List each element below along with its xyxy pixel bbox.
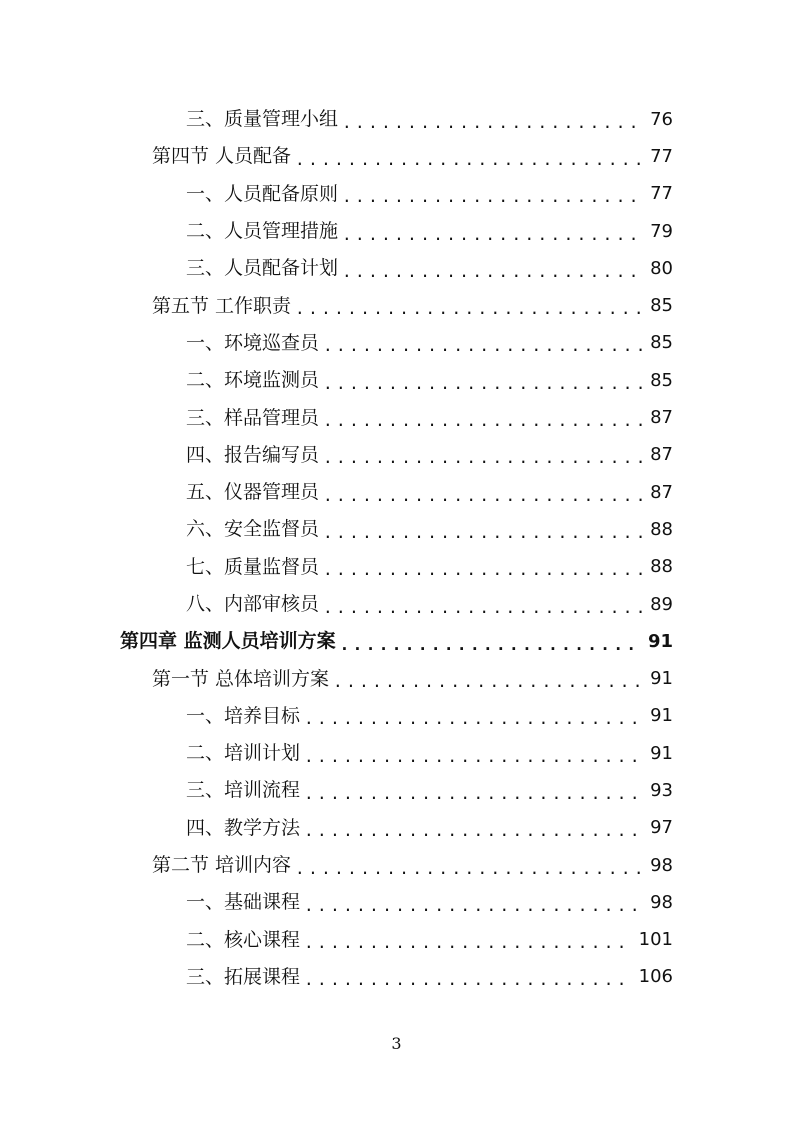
toc-entry-title: 三、培训流程 — [186, 779, 301, 802]
toc-entry-title: 四、教学方法 — [186, 816, 301, 839]
toc-entry-title: 第二节 培训内容 — [152, 854, 292, 877]
toc-entry[interactable] — [0, 437, 793, 474]
toc-dot-leader — [340, 637, 642, 653]
toc-entry-page: 91 — [650, 705, 673, 727]
toc-entry-title: 五、仪器管理员 — [186, 481, 320, 504]
toc-entry[interactable] — [0, 511, 793, 548]
toc-dot-leader — [323, 450, 644, 466]
toc-dot-leader — [323, 488, 644, 504]
toc-entry[interactable] — [0, 884, 793, 921]
toc-entry-title: 七、质量监督员 — [186, 555, 320, 578]
toc-entry-page: 88 — [650, 556, 673, 578]
toc-entry[interactable] — [0, 399, 793, 436]
toc-dot-leader — [295, 301, 644, 317]
toc-entry[interactable] — [0, 623, 793, 660]
toc-entry-title: 三、样品管理员 — [186, 406, 320, 429]
toc-entry[interactable] — [0, 698, 793, 735]
toc-dot-leader — [295, 861, 644, 877]
toc-dot-leader — [304, 749, 644, 765]
toc-entry-page: 77 — [650, 145, 673, 167]
toc-dot-leader — [304, 823, 644, 839]
toc-dot-leader — [323, 413, 644, 429]
toc-entry-page: 91 — [650, 742, 673, 764]
toc-entry-title: 第四章 监测人员培训方案 — [120, 630, 336, 653]
toc-entry-page: 97 — [650, 817, 673, 839]
toc-entry-page: 79 — [650, 220, 673, 242]
toc-entry-title: 三、人员配备计划 — [186, 257, 339, 280]
toc-entry-title: 三、拓展课程 — [186, 965, 301, 988]
toc-dot-leader — [323, 376, 644, 392]
toc-entry[interactable] — [0, 959, 793, 996]
page-number: 3 — [391, 1034, 402, 1053]
toc-dot-leader — [342, 115, 644, 131]
toc-entry[interactable] — [0, 660, 793, 697]
toc-entry[interactable] — [0, 287, 793, 324]
toc-entry-page: 80 — [650, 257, 673, 279]
toc-entry-page: 93 — [650, 779, 673, 801]
toc-entry-page: 76 — [650, 108, 673, 130]
toc-entry-title: 一、人员配备原则 — [186, 182, 339, 205]
toc-dot-leader — [333, 674, 644, 690]
toc-entry-title: 二、核心课程 — [186, 928, 301, 951]
toc-dot-leader — [323, 525, 644, 541]
toc-entry-page: 101 — [638, 929, 673, 951]
toc-entry-title: 第一节 总体培训方案 — [152, 667, 330, 690]
toc-entry[interactable] — [0, 847, 793, 884]
toc-dot-leader — [304, 935, 633, 951]
toc-entry[interactable] — [0, 549, 793, 586]
toc-entry[interactable] — [0, 922, 793, 959]
toc-entry-page: 77 — [650, 183, 673, 205]
toc-dot-leader — [342, 227, 644, 243]
toc-dot-leader — [342, 189, 644, 205]
toc-entry-page: 88 — [650, 518, 673, 540]
toc-entry-page: 85 — [650, 295, 673, 317]
toc-entry-title: 二、环境监测员 — [186, 369, 320, 392]
toc-entry[interactable] — [0, 213, 793, 250]
toc-dot-leader — [304, 786, 644, 802]
toc-entry-title: 一、基础课程 — [186, 891, 301, 914]
toc-entry[interactable] — [0, 250, 793, 287]
toc-entry-page: 91 — [650, 668, 673, 690]
toc-dot-leader — [295, 152, 644, 168]
toc-entry[interactable] — [0, 735, 793, 772]
toc-entry-title: 四、报告编写员 — [186, 443, 320, 466]
toc-entry-title: 第五节 工作职责 — [152, 294, 292, 317]
table-of-contents — [0, 101, 793, 996]
toc-entry[interactable] — [0, 810, 793, 847]
toc-entry-page: 85 — [650, 332, 673, 354]
toc-entry-title: 一、环境巡查员 — [186, 331, 320, 354]
toc-entry-page: 98 — [650, 891, 673, 913]
toc-dot-leader — [323, 338, 644, 354]
toc-entry-page: 87 — [650, 481, 673, 503]
toc-entry[interactable] — [0, 176, 793, 213]
toc-entry-title: 第四节 人员配备 — [152, 145, 292, 168]
toc-entry-page: 87 — [650, 407, 673, 429]
toc-dot-leader — [323, 562, 644, 578]
toc-entry[interactable] — [0, 325, 793, 362]
toc-entry-page: 98 — [650, 854, 673, 876]
toc-entry[interactable] — [0, 138, 793, 175]
toc-entry-page: 85 — [650, 369, 673, 391]
toc-dot-leader — [304, 898, 644, 914]
toc-entry-title: 二、培训计划 — [186, 742, 301, 765]
toc-entry[interactable] — [0, 101, 793, 138]
toc-dot-leader — [304, 711, 644, 727]
toc-entry[interactable] — [0, 474, 793, 511]
toc-entry-title: 二、人员管理措施 — [186, 220, 339, 243]
toc-entry-page: 106 — [638, 966, 673, 988]
toc-entry-title: 八、内部审核员 — [186, 593, 320, 615]
toc-entry-page: 87 — [650, 444, 673, 466]
toc-entry-title: 三、质量管理小组 — [186, 108, 339, 131]
toc-entry-title: 一、培养目标 — [186, 704, 301, 727]
toc-dot-leader — [304, 972, 633, 988]
toc-entry-title: 六、安全监督员 — [186, 518, 320, 541]
toc-entry[interactable] — [0, 362, 793, 399]
toc-entry[interactable] — [0, 772, 793, 809]
toc-entry-page: 89 — [650, 593, 673, 615]
toc-entry-page: 91 — [647, 630, 673, 652]
toc-entry[interactable] — [0, 586, 793, 623]
toc-dot-leader — [323, 600, 644, 616]
toc-dot-leader — [342, 264, 644, 280]
